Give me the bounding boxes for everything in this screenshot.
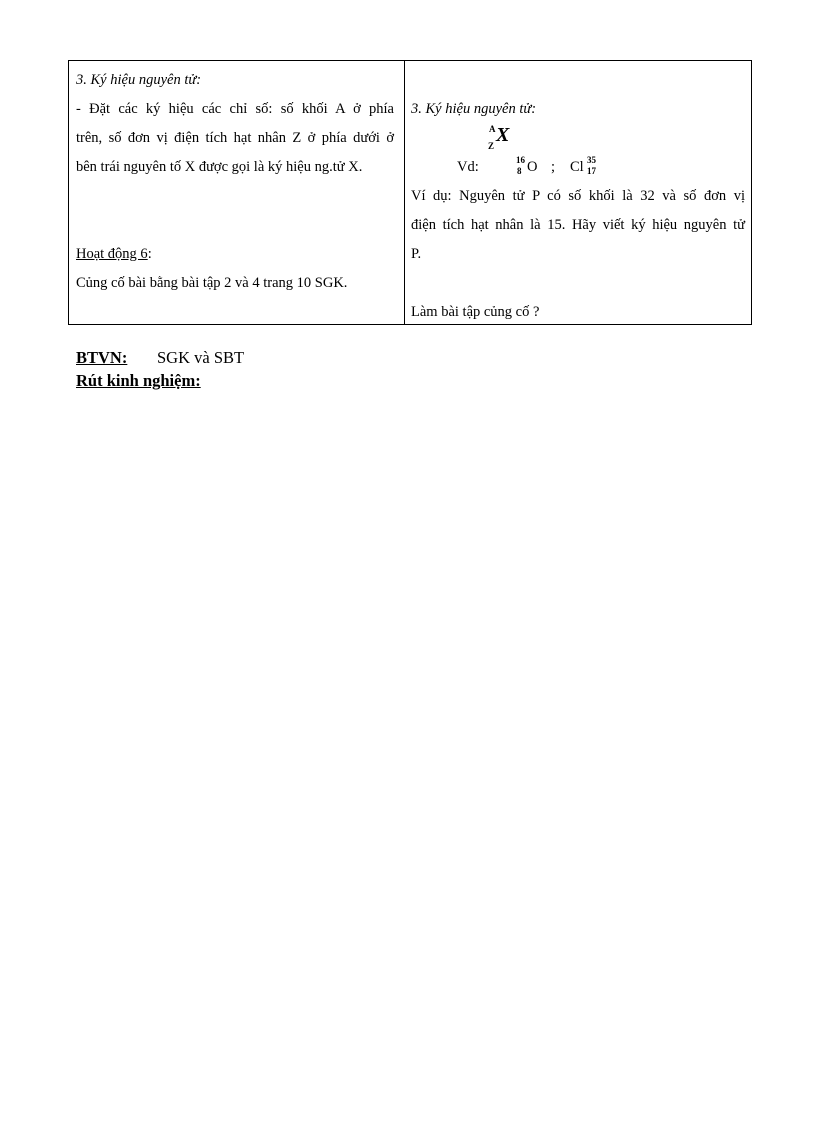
left-paragraph-line-2: trên, số đơn vị điện tích hạt nhân Z ở phía dưới ở <box>76 130 394 146</box>
left-cell <box>69 61 405 324</box>
example-line-1: Ví dụ: Nguyên tử P có số khối là 32 và số đơn vị <box>411 188 745 204</box>
experience-label: Rút kinh nghiệm: <box>76 371 201 390</box>
activity-title: Hoạt động 6 <box>76 246 148 262</box>
chlorine-atomic-number: 17 <box>587 166 596 176</box>
chlorine-mass-number: 35 <box>587 155 596 165</box>
activity-heading <box>76 246 152 263</box>
example-label: Vd: <box>457 159 479 175</box>
btvn-text: SGK và SBT <box>157 348 245 367</box>
example-line-2: điện tích hạt nhân là 15. Hãy viết ký hiệu nguyên tử <box>411 217 745 233</box>
oxygen-mass-number: 16 <box>516 155 525 165</box>
btvn-label: BTVN: <box>76 348 128 367</box>
right-cell <box>405 61 751 324</box>
activity-colon: : <box>147 246 152 262</box>
mass-number-label: A <box>489 124 496 134</box>
activity-text: Củng cố bài bằng bài tập 2 và 4 trang 10 SGK. <box>76 275 348 291</box>
atomic-number-label: Z <box>488 141 495 151</box>
right-heading: 3. Ký hiệu nguyên tử: <box>411 101 537 117</box>
left-paragraph-line-1: - Đặt các ký hiệu các chỉ số: số khối A ở phía <box>76 101 394 117</box>
exercise-prompt: Làm bài tập củng cố ? <box>411 304 540 320</box>
chlorine-symbol: Cl <box>570 159 584 175</box>
lesson-table <box>68 60 752 325</box>
element-symbol: X <box>496 124 510 146</box>
left-heading: 3. Ký hiệu nguyên tử: <box>76 72 202 88</box>
oxygen-symbol: O <box>527 159 538 175</box>
example-separator: ; <box>551 159 556 175</box>
oxygen-atomic-number: 8 <box>517 166 522 176</box>
example-line-3: P. <box>411 246 422 262</box>
left-paragraph-line-3: bên trái nguyên tố X được gọi là ký hiệu ng.tử X. <box>76 159 363 175</box>
